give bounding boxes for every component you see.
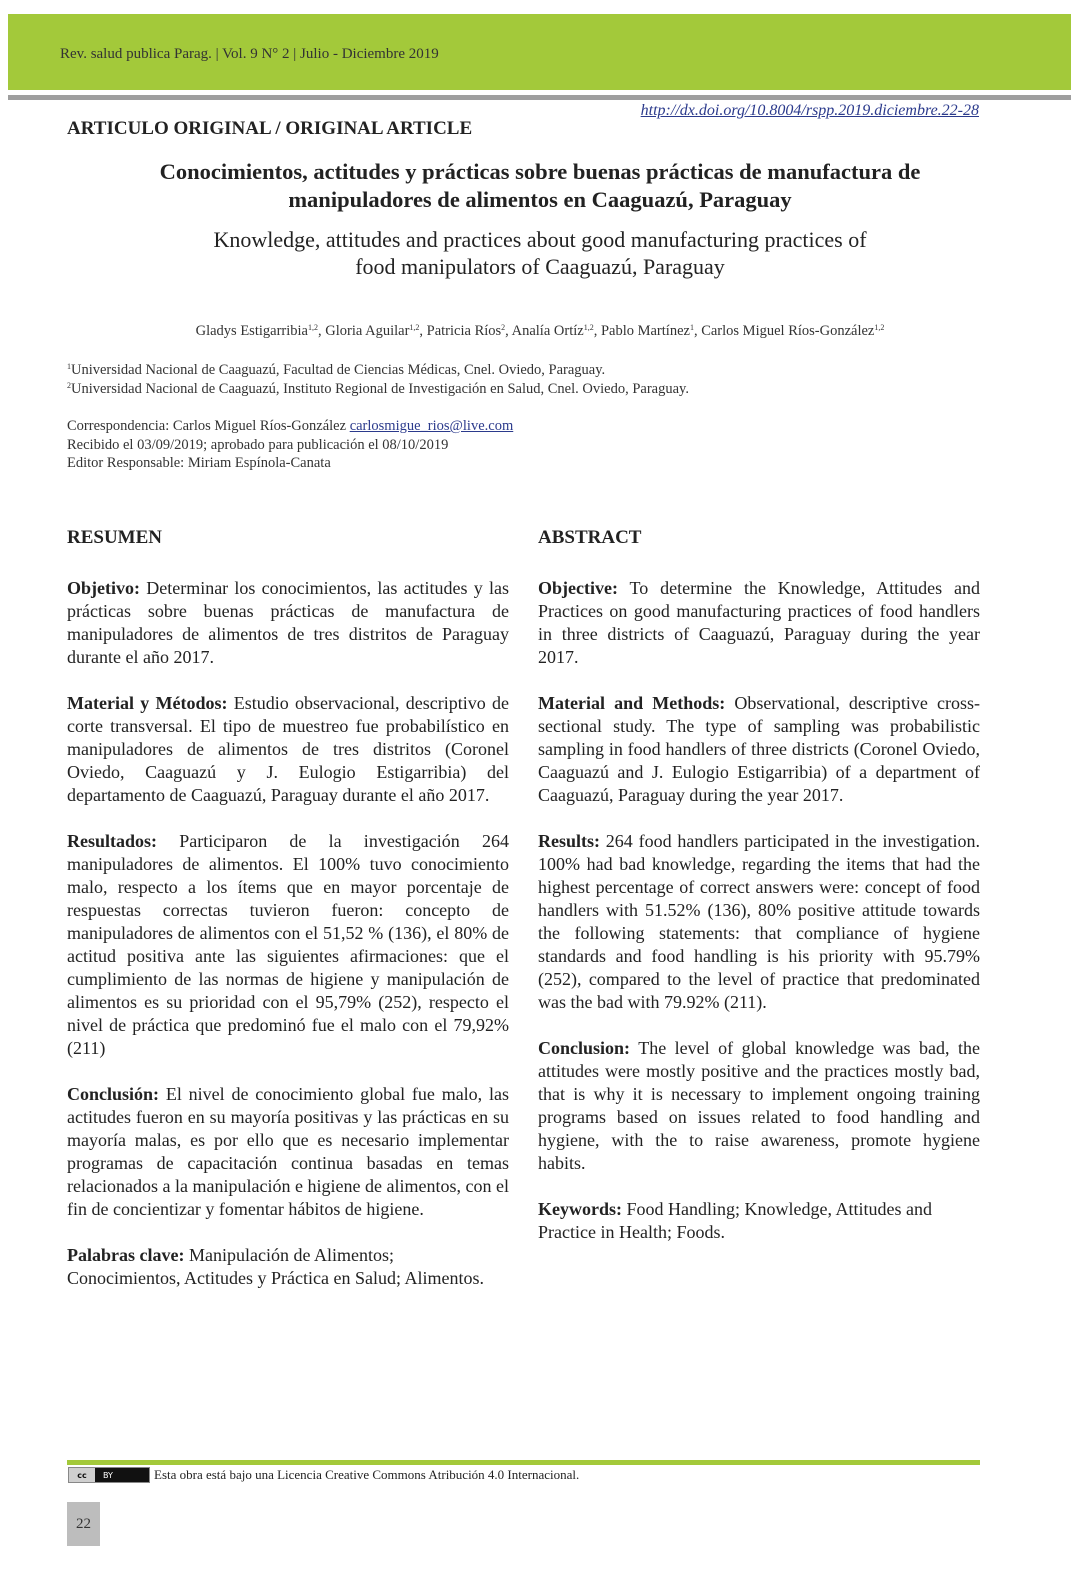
results-label: Results: [538, 831, 600, 851]
author-affiliation: 1,2 [874, 323, 885, 332]
correspondence-email[interactable]: carlosmigue_rios@live.com [349, 418, 514, 434]
author-affiliation: 1,2 [307, 323, 318, 332]
received-dates: Recibido el 03/09/2019; aprobado para publicación el 08/10/2019 [67, 437, 449, 453]
title-english-line: Knowledge, attitudes and practices about good manufacturing practices of [213, 227, 867, 252]
metodos-text: Estudio observacional, descriptivo de corte transversal. El tipo de muestreo fue probabilístico en manipuladores de alimentos de tres distritos (Coronel Oviedo, Caaguazú y J. Eulogio Estigarribia) del departamento de Caaguazú, Paraguay durante el año 2017. [67, 693, 510, 805]
methods-text: Observational, descriptive cross-sectional study. The type of sampling was probabilistic sampling in food handlers of three districts (Coronel Oviedo, Caaguazú and J. Eulogio Estigarribia) of a department of Caaguazú, Paraguay during the year 2017. [538, 693, 981, 805]
keywords-text: Food Handling; Knowledge, Attitudes and Practice in Health; Foods. [538, 1199, 932, 1242]
resumen-metodos [67, 692, 509, 807]
abstract-column [538, 526, 980, 1267]
affiliation-number: 2 [67, 381, 71, 390]
objective-text: To determine the Knowledge, Attitudes and Practices on good manufacturing practices of food handlers in three districts of Caaguazú, Paraguay during the year 2017. [538, 578, 980, 667]
title-spanish [60, 158, 1020, 214]
abstract-keywords [538, 1198, 980, 1244]
article-type: ARTICULO ORIGINAL / ORIGINAL ARTICLE [67, 118, 473, 139]
conclusion-text: El nivel de conocimiento global fue malo, las actitudes fueron en su mayoría positivas y las prácticas en su mayoría malas, es por ello que es necesario implementar programas de capacitación continua basadas en temas relacionados a la manipulación e higiene de alimentos, con el fin de concientizar y fomentar hábitos de higiene. [67, 1084, 509, 1219]
license-text: Esta obra está bajo una Licencia Creative Commons Atribución 4.0 Internacional. [154, 1467, 580, 1482]
title-english-line: food manipulators of Caaguazú, Paraguay [355, 254, 725, 279]
title-spanish-line: manipuladores de alimentos en Caaguazú, Paraguay [288, 187, 792, 212]
resultados-text: Participaron de la investigación 264 manipuladores de alimentos. El 100% tuvo conocimiento malo, respecto a los ítems que en mayor porcentaje de respuestas correctas tuvieron fueron: concepto de manipuladores de alimentos con el 51,52 % (136), el 80% de actitud positiva ante las siguientes afirmaciones: que el cumplimiento de las normas de higiene y manipulación de alimentos es su prioridad con el 95,79% (252), respecto el nivel de práctica que predominó fue el malo con el 79,92% (211) [67, 831, 509, 1058]
conclusion-text-en: The level of global knowledge was bad, the attitudes were mostly positive and the practices mostly bad, that is why it is necessary to implement ongoing training programs based on issues related to food handling and hygiene, with the to raise awareness, promote hygiene habits. [538, 1038, 980, 1173]
by-mark: BY [103, 1470, 113, 1480]
author-affiliation: 1 [689, 323, 694, 332]
title-spanish-line: Conocimientos, actitudes y prácticas sobre buenas prácticas de manufactura de [159, 159, 921, 184]
abstract-objective [538, 577, 980, 669]
affiliation-text: Universidad Nacional de Caaguazú, Instituto Regional de Investigación en Salud, Cnel. Oviedo, Paraguay. [71, 381, 689, 397]
page-number: 22 [67, 1502, 100, 1546]
author-name: Pablo Martínez [600, 323, 690, 339]
abstract-conclusion [538, 1037, 980, 1175]
resumen-conclusion [67, 1083, 509, 1221]
methods-label: Material and Methods: [538, 693, 726, 713]
results-text: 264 food handlers participated in the investigation. 100% had bad knowledge, regarding the items that had the highest percentage of correct answers were: concept of food handlers with 51.52% (136), 80% positive attitude towards the following statements: that compliance of hygiene standards and food handling is his priority with 95.79% (252), compared to the level of practice that predominated was the bad with 79.92% (211). [538, 831, 980, 1012]
author-affiliation: 2 [501, 323, 506, 332]
journal-citation: Rev. salud publica Parag. | Vol. 9 N° 2 | Julio - Diciembre 2019 [60, 46, 439, 62]
palabras-clave-text: Manipulación de Alimentos; Conocimientos, Actitudes y Práctica en Salud; Alimentos. [67, 1245, 484, 1288]
resumen-resultados [67, 830, 509, 1060]
doi-link[interactable]: http://dx.doi.org/10.8004/rspp.2019.diciembre.22-28 [640, 102, 979, 119]
footer-divider [67, 1460, 980, 1465]
author-affiliation: 1,2 [409, 323, 420, 332]
author-name: Gladys Estigarribia [195, 323, 308, 339]
affiliation-text: Universidad Nacional de Caaguazú, Facultad de Ciencias Médicas, Cnel. Oviedo, Paraguay. [71, 362, 606, 378]
resumen-heading: RESUMEN [67, 527, 163, 548]
responsible-editor: Editor Responsable: Miriam Espínola-Canata [67, 455, 331, 471]
affiliation-number: 1 [67, 362, 71, 371]
title-english [60, 226, 1020, 280]
creative-commons-icon[interactable] [68, 1467, 150, 1483]
abstract-heading: ABSTRACT [538, 527, 642, 548]
affiliation-1 [67, 362, 605, 379]
correspondence-label: Correspondencia: Carlos Miguel Ríos-González [67, 418, 347, 434]
objective-label: Objective: [538, 578, 618, 598]
author-list: Gladys Estigarribia$^{1,2}$, Gloria Aguilar$^{1,2}$, Patricia Ríos$^2$, Analía Ortíz$^{1,2}$, Pablo Martínez$^1$, Carlos Miguel Ríos-González$^{1,2}$ [195, 323, 885, 339]
cc-mark: cc [69, 1468, 95, 1482]
author-name: Carlos Miguel Ríos-González [701, 323, 875, 339]
abstract-results [538, 830, 980, 1014]
conclusion-label: Conclusión: [67, 1084, 160, 1104]
resumen-keywords [67, 1244, 509, 1290]
author-affiliation: 1,2 [583, 323, 594, 332]
header-divider [8, 95, 1071, 100]
affiliation-2 [67, 381, 689, 398]
conclusion-label-en: Conclusion: [538, 1038, 631, 1058]
author-name: Analía Ortíz [511, 323, 584, 339]
metodos-label: Material y Métodos: [67, 693, 228, 713]
correspondence [67, 418, 513, 435]
abstract-methods [538, 692, 980, 807]
keywords-label: Keywords: [538, 1199, 622, 1219]
resumen-column [67, 526, 509, 1313]
objetivo-text: Determinar los conocimientos, las actitudes y las prácticas sobre buenas prácticas de manufactura de manipuladores de alimentos de tres distritos de Paraguay durante el año 2017. [67, 578, 510, 667]
objetivo-label: Objetivo: [67, 578, 140, 598]
resultados-label: Resultados: [67, 831, 158, 851]
author-name: Gloria Aguilar [325, 323, 410, 339]
palabras-clave-label: Palabras clave: [67, 1245, 185, 1265]
resumen-objetivo [67, 577, 509, 669]
author-name: Patricia Ríos [426, 323, 502, 339]
